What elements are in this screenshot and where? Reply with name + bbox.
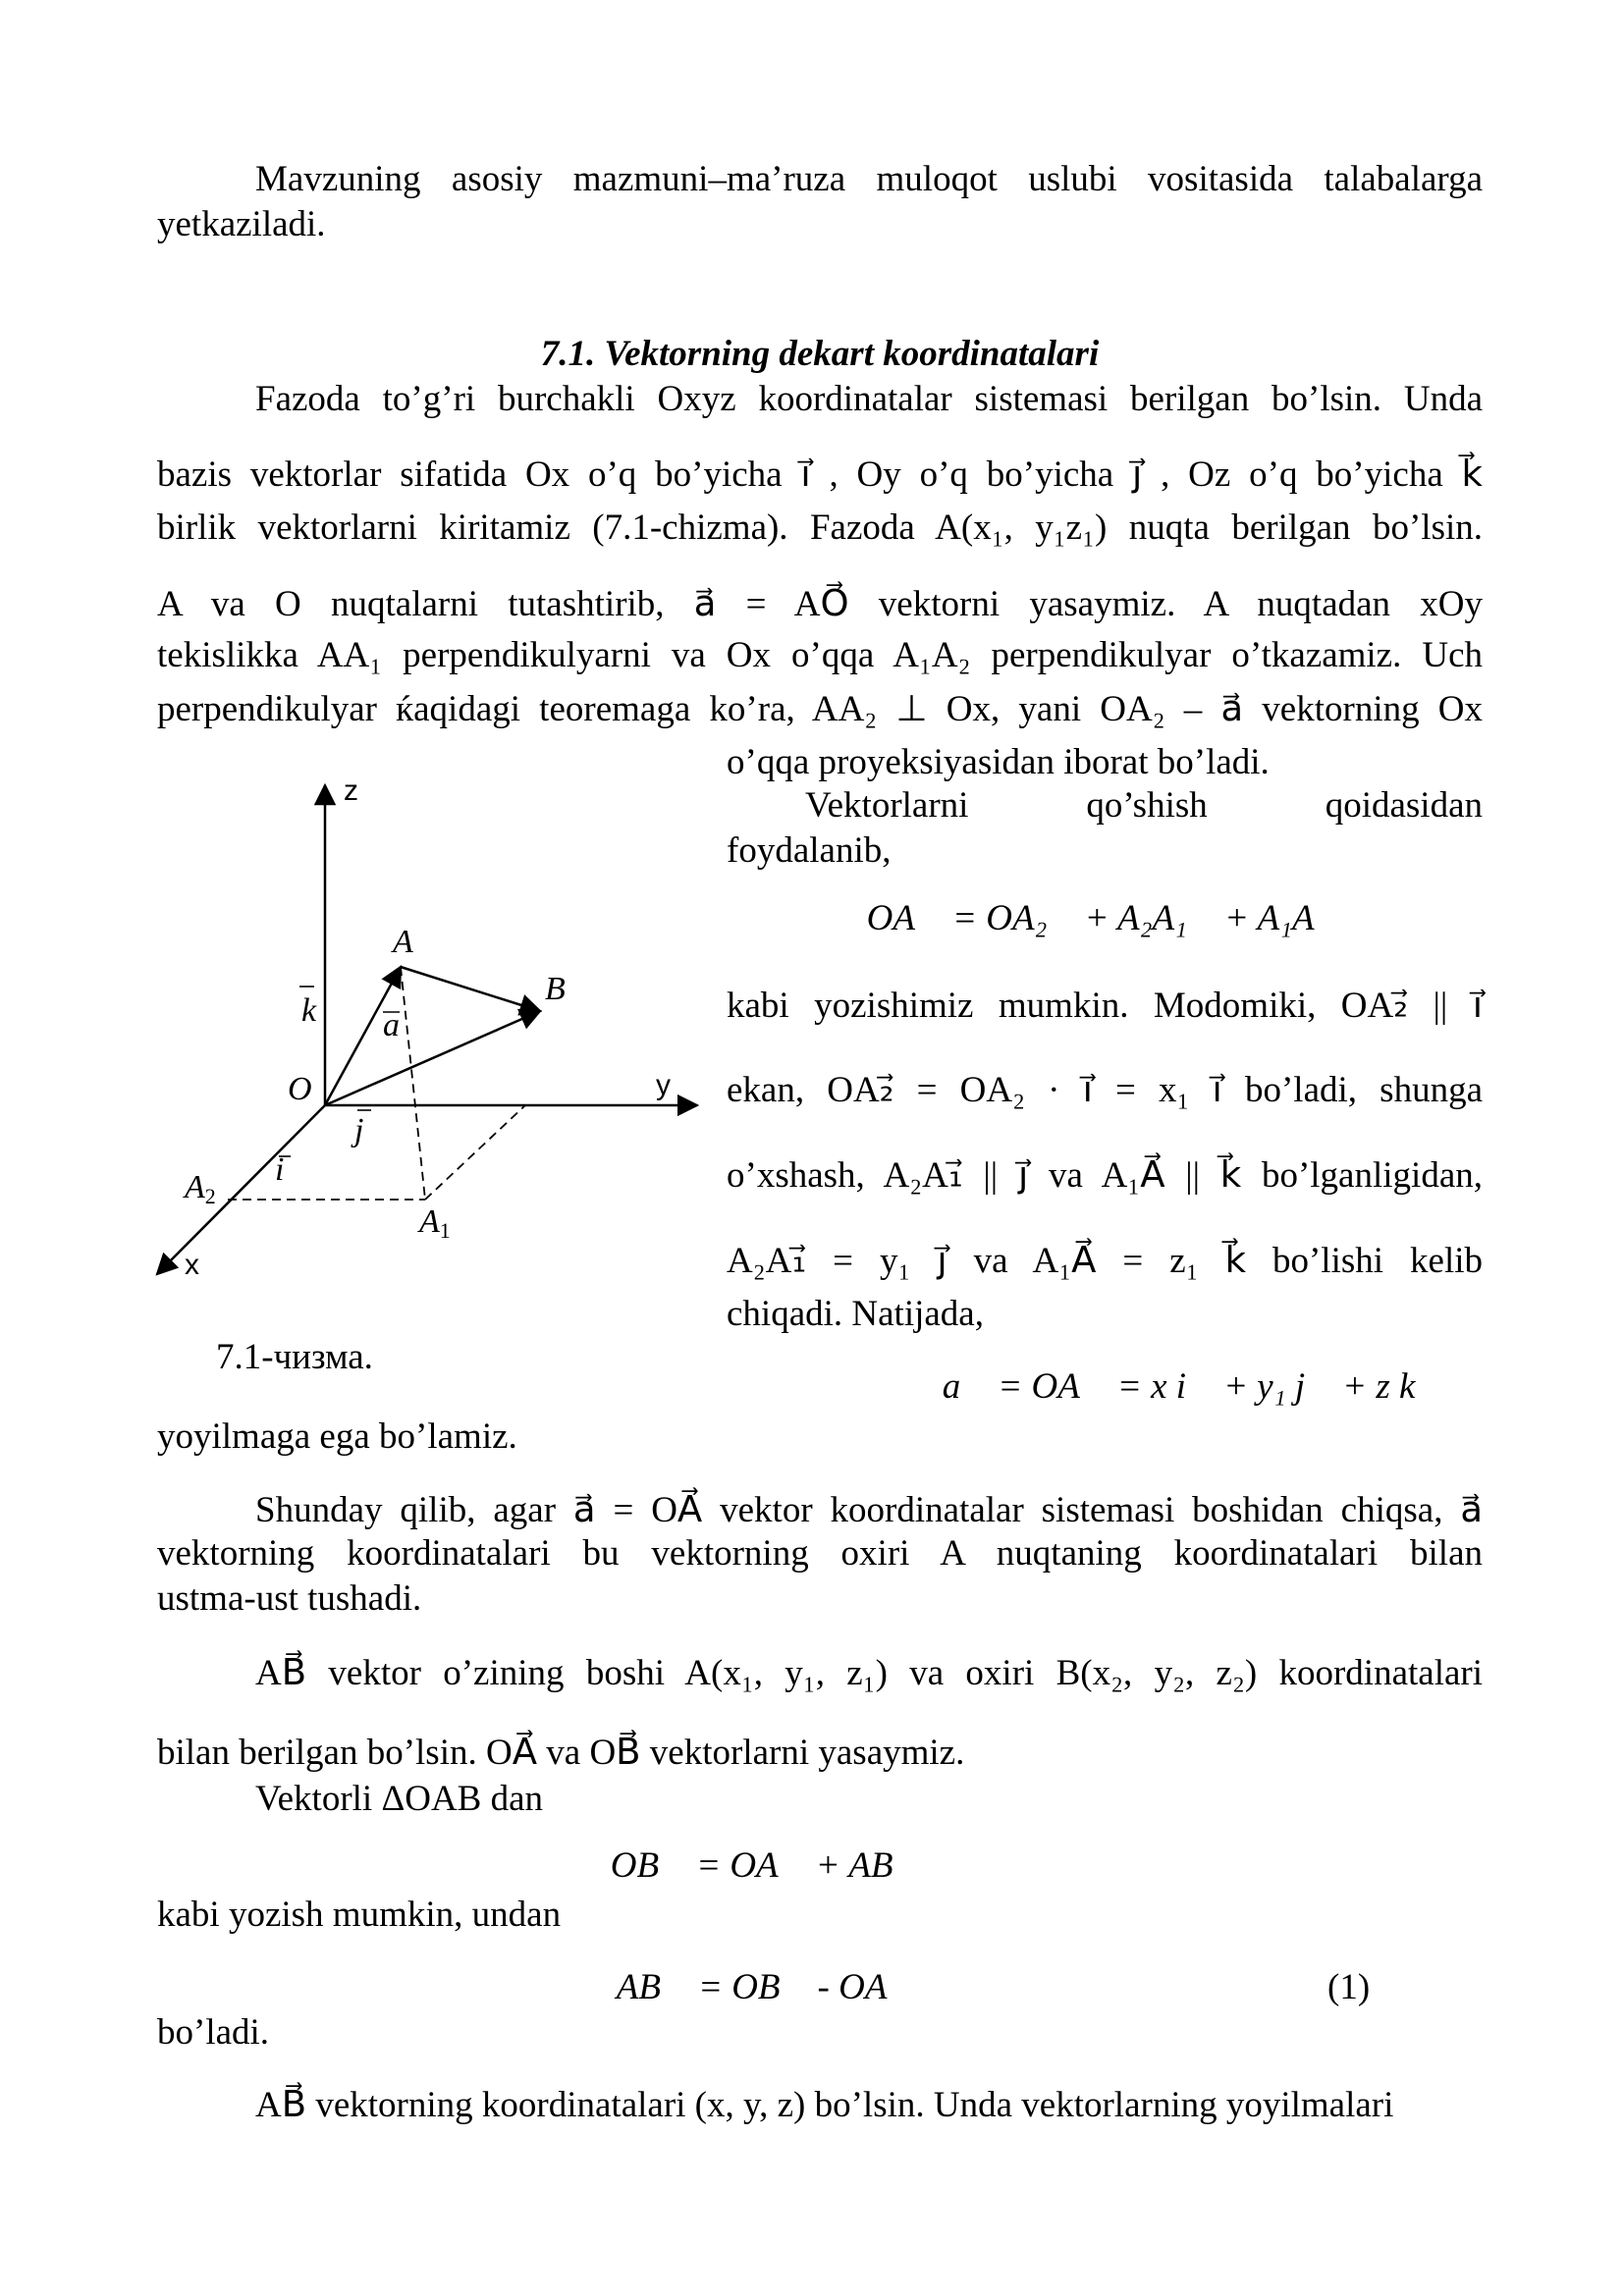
label-b-point: B <box>545 971 566 1007</box>
equation: a⃗ = OA⃗ = x i⃗ + y₁ j⃗ + z k⃗ <box>942 1366 1444 1407</box>
text-line: AB⃗ vektorning koordinatalari (x, y, z) bo’lsin. Unda vektorlarning yoyilmalari <box>255 2085 1394 2125</box>
text-line: tekislikka AA₁ perpendikulyarni va Ox o’qqa A₁A₂ perpendikulyar o’tkazamiz. Uch <box>157 635 1483 675</box>
label-i: i <box>275 1151 285 1188</box>
text-line: ustma-ust tushadi. <box>157 1578 422 1619</box>
text-line: perpendikulyar ќaqidagi teoremaga ko’ra, AA₂ ⊥ Ox, yani OA₂ – a⃗ vektorning Ox <box>157 689 1483 729</box>
equation-number: (1) <box>1327 1967 1371 2007</box>
text-line: chiqadi. Natijada, <box>727 1294 984 1334</box>
text-line: foydalanib, <box>727 830 892 871</box>
label-z: z <box>344 774 358 807</box>
label-j: j <box>354 1112 364 1148</box>
text-line: Mavzuning asosiy mazmuni–ma’ruza muloqot uslubi vositasida talabalarga <box>255 159 1483 199</box>
text-line: yoyilmaga ega bo’lamiz. <box>157 1416 517 1457</box>
section-title: 7.1. Vektorning dekart koordinatalari <box>540 334 1100 374</box>
text-line: birlik vektorlarni kiritamiz (7.1-chizma). Fazoda A(x₁, y₁z₁) nuqta berilgan bo’lsin. <box>157 507 1483 548</box>
label-y: y <box>656 1069 671 1101</box>
equation: AB⃗ = OB⃗ - OA⃗ <box>616 1967 916 2007</box>
equation: OA⃗ = OA₂⃗ + A₂A₁⃗ + A₁A⃗ <box>866 898 1343 938</box>
text-line: Vektorli ΔOAB dan <box>255 1779 544 1819</box>
text-line: A₂A₁⃗ = y₁ j⃗ va A₁A⃗ = z₁ k⃗ bo’lishi kelib <box>727 1241 1483 1281</box>
label-a-vec: a <box>383 1007 400 1043</box>
text-line: yetkaziladi. <box>157 204 326 244</box>
label-a2: A2 <box>185 1169 216 1208</box>
text-line: bazis vektorlar sifatida Ox o’q bo’yicha i⃗ , Oy o’q bo’yicha j⃗ , Oz o’q bo’yicha k⃗ <box>157 454 1483 495</box>
text-line: vektorning koordinatalari bu vektorning oxiri A nuqtaning koordinatalari bilan <box>157 1533 1483 1574</box>
label-o: O <box>288 1071 312 1107</box>
text-line: o’qqa proyeksiyasidan iborat bo’ladi. <box>727 742 1270 782</box>
label-k: k <box>301 992 317 1029</box>
text-line: o’xshash, A₂A₁⃗ || j⃗ va A₁A⃗ || k⃗ bo’lganligidan, <box>727 1155 1483 1196</box>
figure-caption: 7.1-чизма. <box>216 1337 373 1377</box>
proj-b <box>425 1105 525 1200</box>
equation: OB⃗ = OA⃗ + AB⃗ <box>610 1845 922 1886</box>
text-line: Vektorlarni qo’shish qoidasidan <box>805 785 1483 826</box>
vector-b <box>325 1011 540 1105</box>
text-line: AB⃗ vektor o’zining boshi A(x₁, y₁, z₁) va oxiri B(x₂, y₂, z₂) koordinatalari <box>255 1653 1483 1693</box>
text-line: bo’ladi. <box>157 2012 270 2053</box>
text-line: A va O nuqtalarni tutashtirib, a⃗ = AO⃗ vektorni yasaymiz. A nuqtadan xOy <box>157 584 1483 624</box>
vector-diagram <box>147 766 717 1315</box>
label-a-point: A <box>393 924 413 960</box>
perp-aa1 <box>401 967 425 1200</box>
label-a1: A1 <box>419 1203 451 1243</box>
text-line: ekan, OA₂⃗ = OA₂ · i⃗ = x₁ i⃗ bo’ladi, shunga <box>727 1070 1483 1110</box>
text-line: Fazoda to’g’ri burchakli Oxyz koordinatalar sistemasi berilgan bo’lsin. Unda <box>255 379 1483 419</box>
text-line: bilan berilgan bo’lsin. OA⃗ va OB⃗ vektorlarni yasaymiz. <box>157 1733 965 1773</box>
segment-ab <box>401 967 540 1011</box>
label-x: x <box>185 1249 199 1281</box>
x-axis <box>157 1105 325 1274</box>
text-line: Shunday qilib, agar a⃗ = OA⃗ vektor koordinatalar sistemasi boshidan chiqsa, a⃗ <box>255 1490 1483 1530</box>
text-line: kabi yozishimiz mumkin. Modomiki, OA₂⃗ || i⃗ <box>727 986 1483 1026</box>
text-line: kabi yozish mumkin, undan <box>157 1895 562 1935</box>
